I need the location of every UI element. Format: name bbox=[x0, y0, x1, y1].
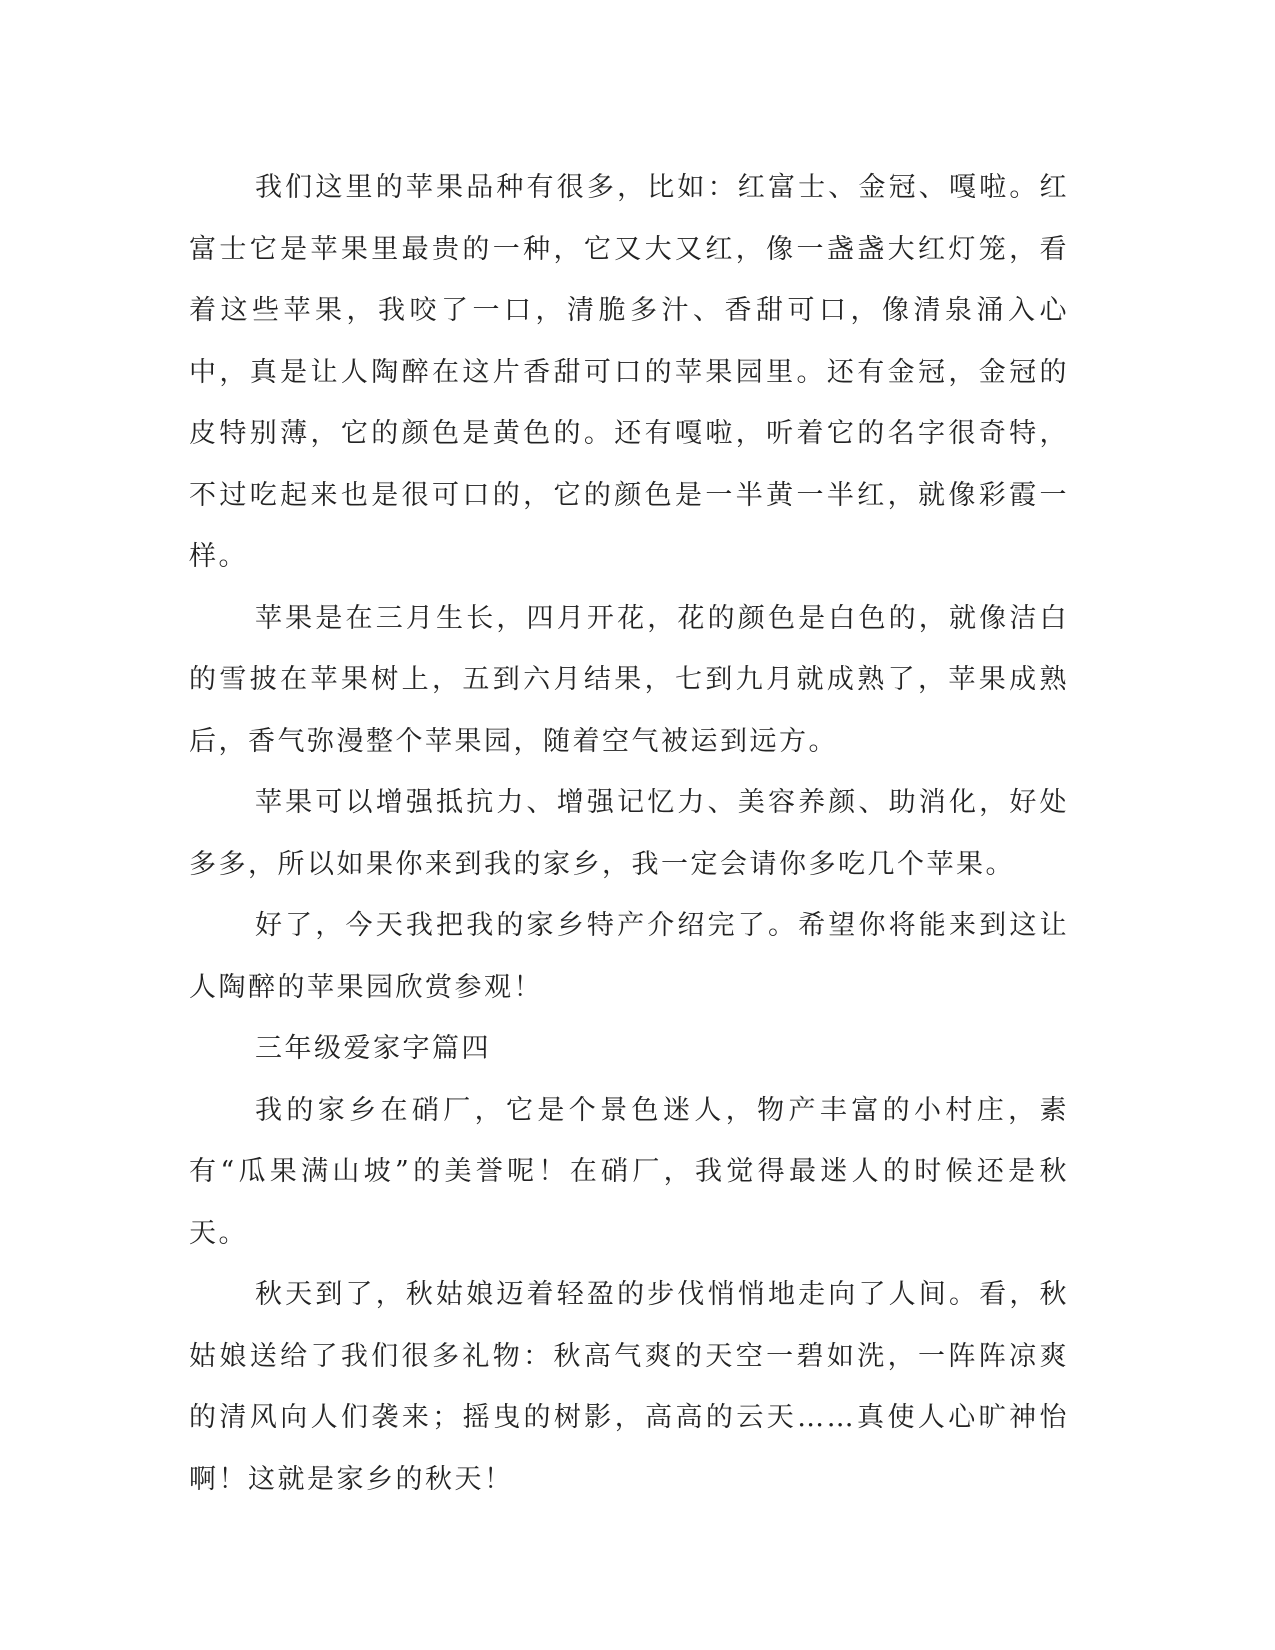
paragraph-autumn: 秋天到了，秋姑娘迈着轻盈的步伐悄悄地走向了人间。看，秋姑娘送给了我们很多礼物：秋高气爽的天空一碧如洗，一阵阵凉爽的清风向人们袭来；摇曳的树影，高高的云天……真使人心旷神怡啊！这就是家乡的秋天！ bbox=[189, 1279, 1069, 1495]
paragraph-closing: 好了，今天我把我的家乡特产介绍完了。希望你将能来到这让人陶醉的苹果园欣赏参观！ bbox=[189, 910, 1069, 1003]
paragraph-apple-benefits: 苹果可以增强抵抗力、增强记忆力、美容养颜、助消化，好处多多，所以如果你来到我的家乡，我一定会请你多吃几个苹果。 bbox=[189, 787, 1069, 880]
paragraph-hometown-intro: 我的家乡在硝厂，它是个景色迷人，物产丰富的小村庄，素有“瓜果满山坡”的美誉呢！在硝厂，我觉得最迷人的时候还是秋天。 bbox=[189, 1094, 1069, 1249]
section-heading: 三年级爱家字篇四 bbox=[255, 1033, 491, 1064]
paragraph-apple-growth: 苹果是在三月生长，四月开花，花的颜色是白色的，就像洁白的雪披在苹果树上，五到六月结果，七到九月就成熟了，苹果成熟后，香气弥漫整个苹果园，随着空气被运到远方。 bbox=[189, 602, 1069, 757]
document-body bbox=[189, 157, 1069, 1510]
paragraph-apple-varieties: 我们这里的苹果品种有很多，比如：红富士、金冠、嘎啦。红富士它是苹果里最贵的一种，它又大又红，像一盏盏大红灯笼，看着这些苹果，我咬了一口，清脆多汁、香甜可口，像清泉涌入心中，真是让人陶醉在这片香甜可口的苹果园里。还有金冠，金冠的皮特别薄，它的颜色是黄色的。还有嘎啦，听着它的名字很奇特，不过吃起来也是很可口的，它的颜色是一半黄一半红，就像彩霞一样。 bbox=[189, 172, 1069, 572]
